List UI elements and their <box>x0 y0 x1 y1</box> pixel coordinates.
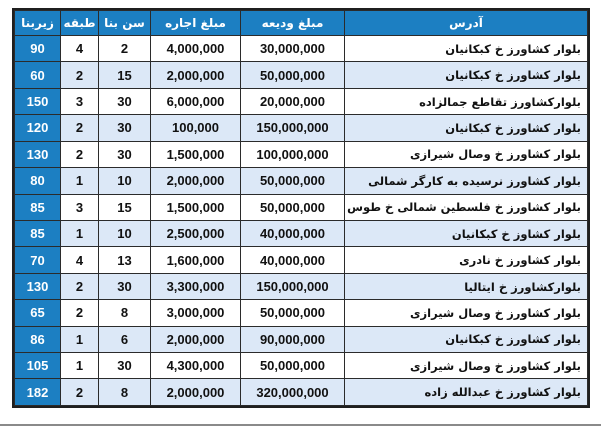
cell-deposit: 100,000,000 <box>241 141 345 167</box>
cell-rent: 2,000,000 <box>151 168 241 194</box>
cell-area: 85 <box>15 220 61 246</box>
header-floor: طبقه <box>61 11 99 36</box>
cell-address: بلوار کشاورز خ وصال شیرازی <box>345 141 588 167</box>
cell-area: 60 <box>15 62 61 88</box>
header-age: سن بنا <box>99 11 151 36</box>
cell-address: بلوارکشاورز خ ایتالیا <box>345 273 588 299</box>
cell-area: 65 <box>15 300 61 326</box>
cell-floor: 4 <box>61 36 99 62</box>
cell-area: 105 <box>15 353 61 379</box>
cell-address: بلوار کشاورز خ کبکانیان <box>345 36 588 62</box>
cell-age: 10 <box>99 220 151 246</box>
table-body <box>15 36 588 406</box>
cell-address: بلوار کشاورز خ عبدالله زاده <box>345 379 588 406</box>
cell-address: بلوار کشاورز خ وصال شیرازی <box>345 353 588 379</box>
cell-area: 182 <box>15 379 61 406</box>
cell-rent: 3,000,000 <box>151 300 241 326</box>
cell-age: 30 <box>99 273 151 299</box>
cell-floor: 2 <box>61 379 99 406</box>
cell-area: 70 <box>15 247 61 273</box>
cell-area: 85 <box>15 194 61 220</box>
cell-deposit: 150,000,000 <box>241 273 345 299</box>
header-address: آدرس <box>345 11 588 36</box>
cell-age: 13 <box>99 247 151 273</box>
table-row <box>15 379 588 406</box>
cell-address: بلوار کشاورز خ وصال شیرازی <box>345 300 588 326</box>
cell-floor: 2 <box>61 141 99 167</box>
cell-age: 15 <box>99 62 151 88</box>
table-row <box>15 273 588 299</box>
cell-deposit: 320,000,000 <box>241 379 345 406</box>
cell-age: 30 <box>99 88 151 114</box>
table-row <box>15 36 588 62</box>
cell-area: 130 <box>15 273 61 299</box>
bottom-divider <box>0 424 601 426</box>
header-deposit: مبلغ ودیعه <box>241 11 345 36</box>
cell-rent: 2,000,000 <box>151 62 241 88</box>
cell-deposit: 90,000,000 <box>241 326 345 352</box>
table-header-row <box>15 11 588 36</box>
cell-age: 30 <box>99 115 151 141</box>
cell-age: 8 <box>99 300 151 326</box>
cell-deposit: 150,000,000 <box>241 115 345 141</box>
cell-address: بلوار کشاورز خ کبکانیان <box>345 326 588 352</box>
cell-rent: 2,000,000 <box>151 379 241 406</box>
cell-rent: 1,500,000 <box>151 141 241 167</box>
cell-rent: 4,000,000 <box>151 36 241 62</box>
cell-area: 90 <box>15 36 61 62</box>
cell-floor: 2 <box>61 273 99 299</box>
cell-deposit: 50,000,000 <box>241 300 345 326</box>
table-row <box>15 194 588 220</box>
cell-deposit: 50,000,000 <box>241 353 345 379</box>
cell-area: 130 <box>15 141 61 167</box>
rental-listing-table <box>14 10 588 406</box>
cell-floor: 2 <box>61 300 99 326</box>
table-row <box>15 168 588 194</box>
table-row <box>15 115 588 141</box>
cell-floor: 2 <box>61 115 99 141</box>
cell-address: بلوار کشاورز خ کبکانیان <box>345 115 588 141</box>
table-row <box>15 353 588 379</box>
cell-floor: 1 <box>61 220 99 246</box>
cell-deposit: 30,000,000 <box>241 36 345 62</box>
table-row <box>15 141 588 167</box>
cell-floor: 4 <box>61 247 99 273</box>
cell-deposit: 50,000,000 <box>241 194 345 220</box>
cell-address: بلوار کشاورز نرسیده به کارگر شمالی <box>345 168 588 194</box>
cell-age: 15 <box>99 194 151 220</box>
table-row <box>15 88 588 114</box>
cell-age: 2 <box>99 36 151 62</box>
table-row <box>15 220 588 246</box>
table-row <box>15 326 588 352</box>
cell-rent: 1,600,000 <box>151 247 241 273</box>
cell-floor: 3 <box>61 88 99 114</box>
cell-age: 8 <box>99 379 151 406</box>
table-row <box>15 300 588 326</box>
cell-deposit: 20,000,000 <box>241 88 345 114</box>
cell-rent: 4,300,000 <box>151 353 241 379</box>
table-row <box>15 247 588 273</box>
cell-floor: 1 <box>61 326 99 352</box>
cell-floor: 2 <box>61 62 99 88</box>
cell-area: 120 <box>15 115 61 141</box>
cell-area: 150 <box>15 88 61 114</box>
cell-age: 6 <box>99 326 151 352</box>
cell-deposit: 40,000,000 <box>241 247 345 273</box>
cell-deposit: 40,000,000 <box>241 220 345 246</box>
cell-address: بلوارکشاورز تقاطع جمالزاده <box>345 88 588 114</box>
cell-floor: 3 <box>61 194 99 220</box>
cell-address: بلوار کشاوز خ کبکانیان <box>345 220 588 246</box>
cell-rent: 3,300,000 <box>151 273 241 299</box>
cell-age: 30 <box>99 353 151 379</box>
cell-rent: 6,000,000 <box>151 88 241 114</box>
header-rent: مبلغ اجاره <box>151 11 241 36</box>
header-area: زیربنا <box>15 11 61 36</box>
cell-deposit: 50,000,000 <box>241 62 345 88</box>
table-row <box>15 62 588 88</box>
cell-deposit: 50,000,000 <box>241 168 345 194</box>
cell-address: بلوار کشاورز خ نادری <box>345 247 588 273</box>
cell-age: 30 <box>99 141 151 167</box>
listing-table-frame <box>12 8 590 408</box>
cell-area: 80 <box>15 168 61 194</box>
cell-area: 86 <box>15 326 61 352</box>
cell-rent: 2,000,000 <box>151 326 241 352</box>
cell-floor: 1 <box>61 168 99 194</box>
cell-rent: 2,500,000 <box>151 220 241 246</box>
cell-rent: 100,000 <box>151 115 241 141</box>
cell-rent: 1,500,000 <box>151 194 241 220</box>
cell-address: بلوار کشاورز خ فلسطین شمالی خ طوس <box>345 194 588 220</box>
cell-age: 10 <box>99 168 151 194</box>
cell-address: بلوار کشاورز خ کبکانیان <box>345 62 588 88</box>
cell-floor: 1 <box>61 353 99 379</box>
